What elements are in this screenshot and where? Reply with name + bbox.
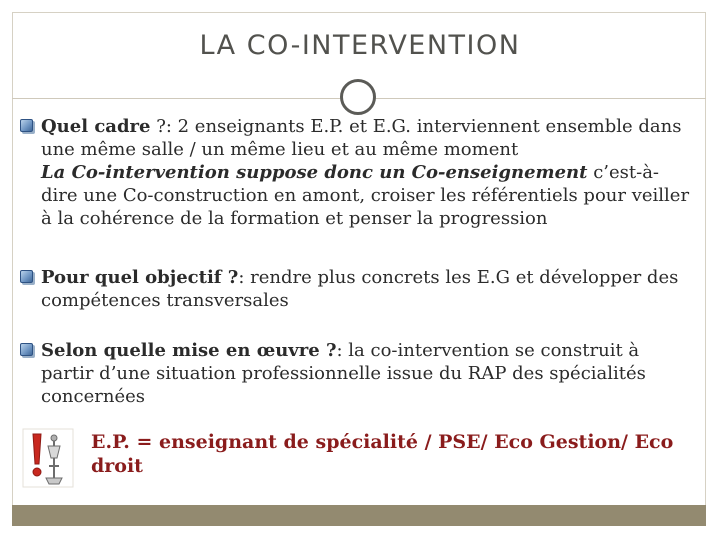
bullet-text — [41, 339, 692, 408]
bullet-body-continued: c’est-à-dire une Co-construction en amont, croiser les référentiels pour veiller à la cohérence de la formation et penser la progression — [41, 162, 690, 229]
bullet-body: ?: 2 enseignants E.P. et E.G. interviennent ensemble dans une même salle / un même lieu et au même moment — [41, 116, 682, 160]
exclamation-warning-icon — [22, 428, 74, 488]
bullet-item-mise-en-oeuvre — [20, 339, 692, 408]
bullet-item-cadre — [20, 115, 692, 230]
bullet-item-objectif — [20, 266, 692, 312]
bullet-heading: Pour quel objectif ? — [41, 267, 239, 288]
definition-note: E.P. = enseignant de spécialité / PSE/ Eco Gestion/ Eco droit — [91, 431, 674, 477]
ring-ornament-icon — [340, 79, 376, 115]
checkbox-bullet-icon — [20, 119, 33, 132]
footer-bar — [12, 505, 706, 526]
bullet-heading: Quel cadre — [41, 116, 151, 137]
bullet-text — [41, 115, 692, 230]
bullet-text — [41, 266, 692, 312]
slide-title: LA CO-INTERVENTION — [199, 30, 521, 61]
bullet-emphasis: La Co-intervention suppose donc un Co-enseignement — [41, 162, 588, 183]
checkbox-bullet-icon — [20, 270, 33, 283]
bullet-body: : rendre plus concrets les E.G et développer des compétences transversales — [41, 267, 679, 311]
bullet-body: : la co-intervention se construit à partir d’une situation professionnelle issue du RAP des spécialités concernées — [41, 340, 646, 407]
checkbox-bullet-icon — [20, 343, 33, 356]
bullet-heading: Selon quelle mise en œuvre ? — [41, 340, 337, 361]
